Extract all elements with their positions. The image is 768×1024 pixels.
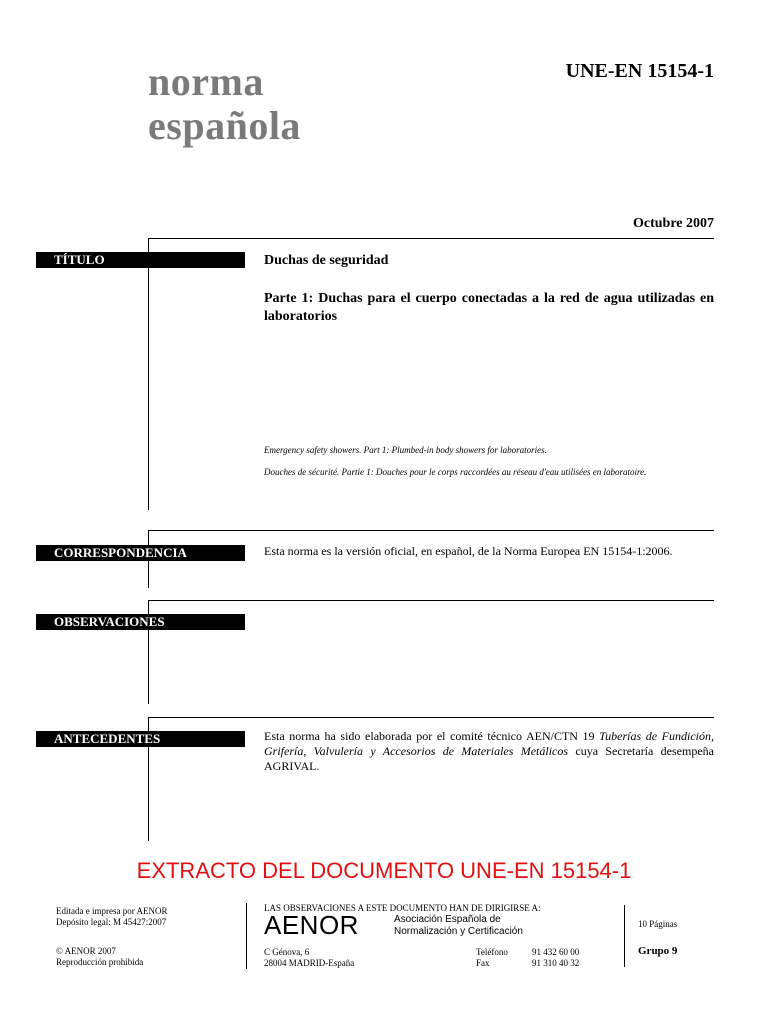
antecedentes-text-start: Esta norma ha sido elaborada por el comité técnico AEN/CTN 19	[264, 729, 600, 743]
label-correspondencia: CORRESPONDENCIA	[36, 545, 245, 561]
french-title: Douches de sécurité. Partie 1: Douches pour le corps raccordées au réseau d'eau utilisées en laboratoire.	[264, 467, 647, 477]
extract-notice: EXTRACTO DEL DOCUMENTO UNE-EN 15154-1	[136, 858, 632, 883]
footer-observations-to: LAS OBSERVACIONES A ESTE DOCUMENTO HAN DE DIRIGIRSE A:	[264, 903, 541, 913]
footer-fax: 91 310 40 32	[532, 958, 580, 968]
footer-fax-label: Fax	[476, 958, 490, 968]
publication-date: Octubre 2007	[632, 216, 714, 231]
footer-copyright: © AENOR 2007	[56, 946, 116, 956]
footer-deposit: Depósito legal: M 45427:2007	[56, 917, 167, 927]
brand-line-2: española	[148, 103, 301, 148]
label-antecedentes: ANTECEDENTES	[36, 731, 245, 747]
footer-phone: 91 432 60 00	[532, 947, 580, 957]
correspondencia-text: Esta norma es la versión oficial, en español, de la Norma Europea EN 15154-1:2006.	[264, 544, 673, 558]
aenor-logo: AENOR	[264, 910, 359, 940]
brand-title	[148, 60, 301, 148]
footer-street: C Génova, 6	[264, 947, 310, 957]
footer-group: Grupo 9	[638, 945, 678, 957]
aenor-full-name-line-2: Normalización y Certificación	[394, 926, 523, 937]
antecedentes-committee-name: Tuberías de Fundición, Grifería, Valvulería y Accesorios de Materiales Metálicos	[264, 729, 714, 758]
english-title: Emergency safety showers. Part 1: Plumbed-in body showers for laboratories.	[264, 445, 547, 455]
document-title: Duchas de seguridad	[264, 253, 389, 268]
footer-contact-values	[532, 947, 579, 969]
section-rule-antecedentes	[148, 717, 714, 718]
antecedentes-text	[264, 729, 714, 774]
antecedentes-text-end: cuya Secretaría desempeña AGRIVAL.	[264, 744, 714, 773]
aenor-full-name	[394, 914, 523, 938]
section-rule-observaciones	[148, 600, 714, 601]
document-part-title: Parte 1: Duchas para el cuerpo conectadas a la red de agua utilizadas en laboratorios	[264, 291, 714, 324]
footer-reproduction: Reproducción prohibida	[56, 957, 144, 967]
footer-edited: Editada e impresa por AENOR	[56, 906, 168, 916]
section-rule-correspondencia	[148, 530, 714, 531]
section-vrule-titulo	[148, 238, 149, 510]
section-rule-titulo	[148, 238, 714, 239]
footer-copyright-block	[56, 946, 143, 968]
aenor-full-name-line-1: Asociación Española de	[394, 914, 501, 925]
footer-divider-left	[246, 903, 247, 969]
footer-pages: 10 Páginas	[638, 919, 678, 929]
label-titulo: TÍTULO	[36, 252, 245, 268]
footer-city: 28004 MADRID-España	[264, 958, 355, 968]
footer-contact-labels	[476, 947, 508, 969]
footer-phone-label: Teléfono	[476, 947, 508, 957]
footer-publisher	[56, 906, 167, 928]
footer-address	[264, 947, 354, 969]
standard-code: UNE-EN 15154-1	[565, 60, 714, 82]
footer-pages-box	[624, 905, 715, 967]
label-observaciones: OBSERVACIONES	[36, 614, 245, 630]
brand-line-1: norma	[148, 59, 264, 104]
